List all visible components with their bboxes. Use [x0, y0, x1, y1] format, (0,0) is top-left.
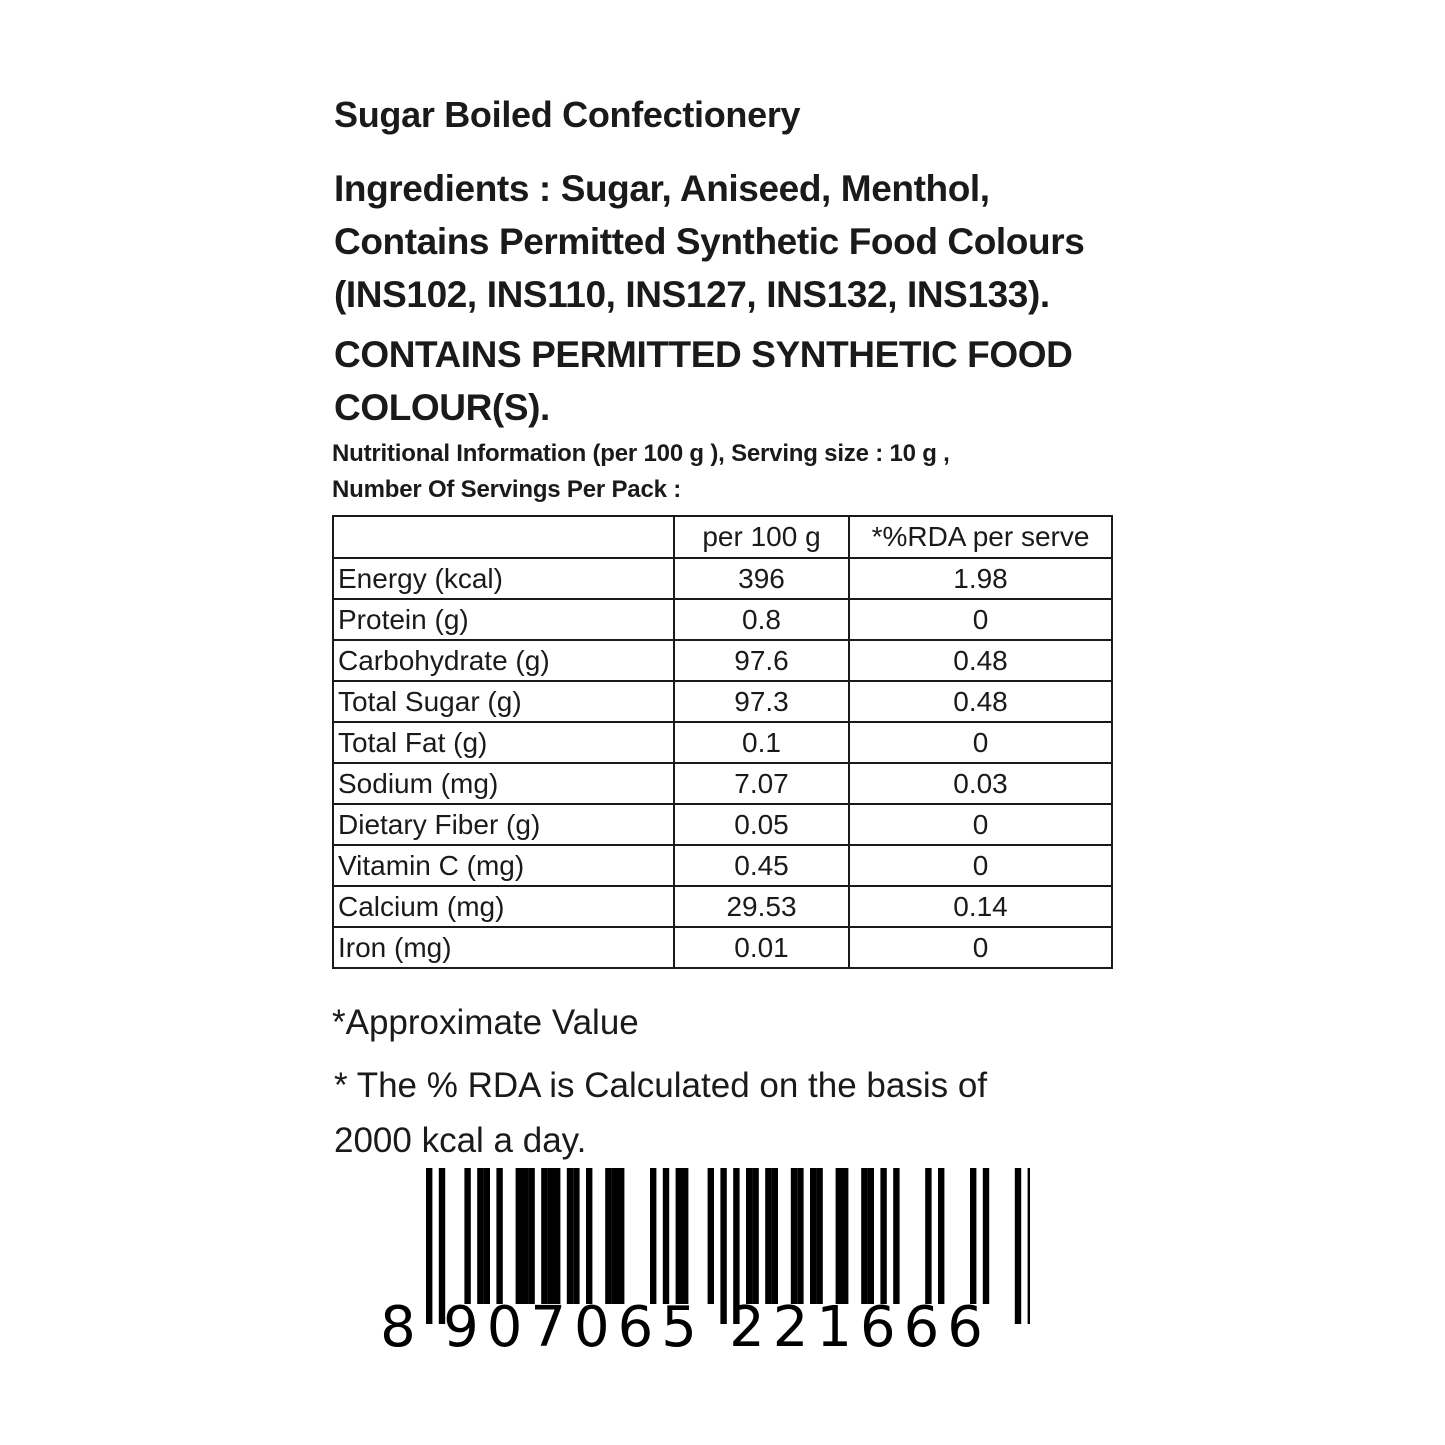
barcode-bar	[516, 1168, 522, 1304]
nutrient-name: Total Sugar (g)	[333, 681, 674, 722]
nutrient-name: Total Fat (g)	[333, 722, 674, 763]
nutrient-per-100g: 0.45	[674, 845, 849, 886]
barcode-bar	[797, 1168, 803, 1304]
rda-note-line: * The % RDA is Calculated on the basis of	[334, 1066, 988, 1105]
nutrient-rda: 0.03	[849, 763, 1112, 804]
colour-warning	[334, 328, 1072, 434]
nutrition-header	[332, 436, 950, 508]
barcode-bar	[746, 1168, 752, 1304]
ingredients-line: Contains Permitted Synthetic Food Colours	[334, 221, 1085, 262]
nutrient-rda: 1.98	[849, 558, 1112, 599]
barcode-bar	[938, 1168, 944, 1304]
barcode-bar	[772, 1168, 778, 1304]
barcode-bar	[426, 1168, 432, 1324]
barcode-bar	[880, 1168, 886, 1304]
nutrient-per-100g: 97.3	[674, 681, 849, 722]
barcode-bar	[842, 1168, 848, 1304]
barcode-bar	[836, 1168, 842, 1304]
barcode	[370, 1164, 1030, 1364]
barcode-bar	[541, 1168, 547, 1304]
nutrient-name: Vitamin C (mg)	[333, 845, 674, 886]
nutrient-name: Calcium (mg)	[333, 886, 674, 927]
nutrient-rda: 0.48	[849, 640, 1112, 681]
table-row	[333, 845, 1112, 886]
barcode-bar	[861, 1168, 867, 1304]
barcode-bar	[1028, 1168, 1030, 1324]
table-row	[333, 722, 1112, 763]
rda-basis-note	[334, 1058, 987, 1168]
approximate-value-note: *Approximate Value	[332, 1003, 639, 1042]
nutrient-per-100g: 396	[674, 558, 849, 599]
barcode-bar	[752, 1168, 758, 1304]
ingredients-line: (INS102, INS110, INS127, INS132, INS133).	[334, 274, 1050, 315]
nutrient-rda: 0	[849, 845, 1112, 886]
barcode-bar	[893, 1168, 899, 1304]
table-row	[333, 927, 1112, 968]
column-header-per-100g: per 100 g	[674, 516, 849, 558]
nutrient-rda: 0.14	[849, 886, 1112, 927]
table-row	[333, 558, 1112, 599]
nutrient-rda: 0	[849, 599, 1112, 640]
barcode-bar	[528, 1168, 534, 1304]
nutrient-rda: 0	[849, 927, 1112, 968]
barcode-bar	[676, 1168, 682, 1304]
table-row	[333, 763, 1112, 804]
barcode-bar	[605, 1168, 611, 1304]
table-row	[333, 599, 1112, 640]
barcode-bar	[791, 1168, 797, 1304]
barcode-bar	[925, 1168, 931, 1304]
barcode-bar	[682, 1168, 688, 1304]
nutrient-per-100g: 0.01	[674, 927, 849, 968]
nutrient-name: Sodium (mg)	[333, 763, 674, 804]
nutrition-header-line: Nutritional Information (per 100 g ), Serving size : 10 g ,	[332, 440, 950, 467]
barcode-bar	[970, 1168, 976, 1304]
rda-note-line: 2000 kcal a day.	[334, 1121, 587, 1160]
nutrient-rda: 0	[849, 722, 1112, 763]
column-header-nutrient	[333, 516, 674, 558]
table-header-row	[333, 516, 1112, 558]
barcode-digits-left: 907065	[443, 1295, 705, 1360]
nutrient-name: Iron (mg)	[333, 927, 674, 968]
warning-line: COLOUR(S).	[334, 387, 550, 428]
barcode-bar	[573, 1168, 579, 1304]
barcode-bar	[496, 1168, 502, 1304]
barcode-bar	[663, 1168, 669, 1304]
nutrient-per-100g: 0.05	[674, 804, 849, 845]
nutrition-table	[332, 515, 1113, 969]
nutrient-per-100g: 97.6	[674, 640, 849, 681]
barcode-bar	[720, 1168, 726, 1324]
nutrient-per-100g: 29.53	[674, 886, 849, 927]
barcode-bar	[983, 1168, 989, 1304]
nutrient-name: Protein (g)	[333, 599, 674, 640]
barcode-bar	[1015, 1168, 1021, 1324]
nutrient-rda: 0	[849, 804, 1112, 845]
nutrition-header-line: Number Of Servings Per Pack :	[332, 476, 681, 503]
table-row	[333, 640, 1112, 681]
table-row	[333, 886, 1112, 927]
barcode-digit-lead: 8	[380, 1295, 416, 1360]
barcode-bar	[618, 1168, 624, 1304]
barcode-bar	[810, 1168, 816, 1304]
ingredients-block	[334, 162, 1084, 321]
nutrient-rda: 0.48	[849, 681, 1112, 722]
barcode-bar	[586, 1168, 592, 1304]
barcode-bar	[548, 1168, 554, 1304]
ingredients-line: Ingredients : Sugar, Aniseed, Menthol,	[334, 168, 990, 209]
barcode-bar	[650, 1168, 656, 1304]
product-title: Sugar Boiled Confectionery	[334, 94, 801, 135]
barcode-bar	[816, 1168, 822, 1304]
table-row	[333, 681, 1112, 722]
barcode-bar	[477, 1168, 483, 1304]
warning-line: CONTAINS PERMITTED SYNTHETIC FOOD	[334, 334, 1073, 375]
nutrient-per-100g: 0.1	[674, 722, 849, 763]
barcode-bar	[464, 1168, 470, 1304]
barcode-digits-right: 221666	[729, 1295, 991, 1360]
barcode-bar	[765, 1168, 771, 1304]
barcode-bar	[708, 1168, 714, 1304]
nutrient-name: Energy (kcal)	[333, 558, 674, 599]
barcode-bar	[612, 1168, 618, 1304]
barcode-bar	[567, 1168, 573, 1304]
barcode-bar	[868, 1168, 874, 1304]
barcode-bar	[484, 1168, 490, 1304]
barcode-bar	[554, 1168, 560, 1304]
column-header-rda: *%RDA per serve	[849, 516, 1112, 558]
nutrient-per-100g: 0.8	[674, 599, 849, 640]
table-row	[333, 804, 1112, 845]
nutrient-per-100g: 7.07	[674, 763, 849, 804]
barcode-bar	[522, 1168, 528, 1304]
nutrient-name: Dietary Fiber (g)	[333, 804, 674, 845]
nutrient-name: Carbohydrate (g)	[333, 640, 674, 681]
